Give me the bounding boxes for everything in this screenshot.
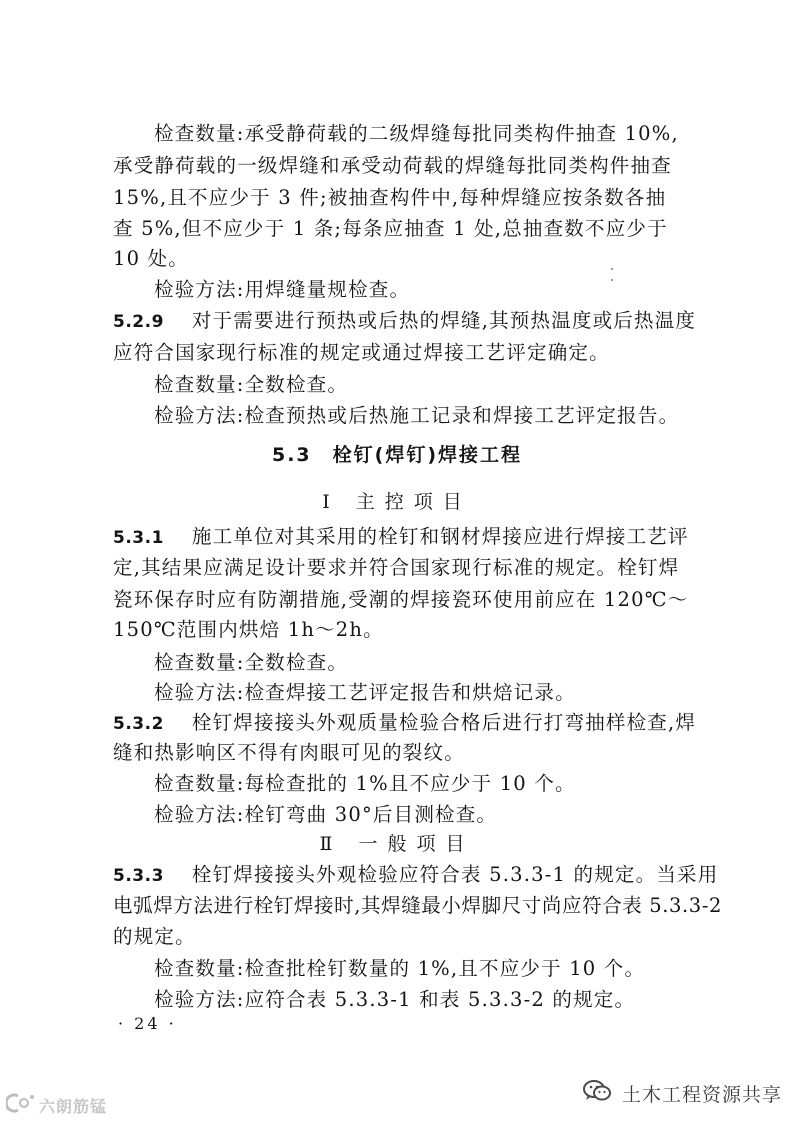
clause-line	[113, 862, 718, 889]
text-line: 检验方法:检查焊接工艺评定报告和烘焙记录。	[154, 681, 576, 704]
clause-number: 5.3.1	[113, 528, 164, 548]
clause-line	[113, 710, 696, 737]
clause-text: 对于需要进行预热或后热的焊缝,其预热温度或后热温度	[191, 309, 697, 332]
text-line: 瓷环保存时应有防潮措施,受潮的焊接瓷环使用前应在 120℃～	[113, 588, 689, 611]
text-line: 的规定。	[113, 925, 196, 948]
clause-number: 5.3.2	[113, 714, 164, 734]
text-line: 检查数量:全数检查。	[154, 373, 349, 396]
text-line: 电弧焊方法进行栓钉焊接时,其焊缝最小焊脚尺寸尚应符合表 5.3.3-2	[113, 894, 723, 917]
clause-line	[113, 308, 696, 335]
clause-text: 施工单位对其采用的栓钉和钢材焊接应进行焊接工艺评	[191, 525, 689, 548]
clause-number: 5.3.3	[113, 866, 164, 886]
text-line: 查 5%,但不应少于 1 条;每条应抽查 1 处,总抽查数不应少于	[113, 217, 668, 240]
subheading-general-items: Ⅱ 一般项目	[319, 833, 475, 855]
text-line: 检查数量:承受静荷载的二级焊缝每批同类构件抽查 10%,	[154, 122, 679, 145]
page-number: · 24 ·	[118, 1014, 177, 1033]
section-heading: 5.3 栓钉(焊钉)焊接工程	[271, 444, 523, 466]
text-line: 检验方法:栓钉弯曲 30°后目测检查。	[154, 803, 498, 826]
watermark-left-label: 六朗筋锰	[39, 1096, 108, 1116]
text-line: 检查数量:每检查批的 1%且不应少于 10 个。	[154, 772, 576, 795]
text-line: 定,其结果应满足设计要求并符合国家现行标准的规定。栓钉焊	[113, 556, 680, 579]
camera-c-icon	[6, 1092, 36, 1118]
text-line: 150℃范围内烘焙 1h～2h。	[113, 618, 384, 641]
watermark-right-label: 土木工程资源共享	[622, 1083, 783, 1106]
text-line: 10 处。	[113, 247, 190, 270]
text-line: 检查数量:检查批栓钉数量的 1%,且不应少于 10 个。	[154, 957, 646, 980]
wechat-icon	[582, 1078, 612, 1108]
clause-number: 5.2.9	[113, 312, 164, 332]
text-line: 缝和热影响区不得有肉眼可见的裂纹。	[113, 741, 465, 764]
text-line: 检查数量:全数检查。	[154, 651, 349, 674]
watermark-left	[6, 1092, 107, 1118]
scan-speck	[611, 268, 613, 270]
text-line: 承受静荷载的一级焊缝和承受动荷载的焊缝每批同类构件抽查	[113, 154, 672, 177]
subheading-main-items: Ⅰ 主控项目	[322, 491, 472, 513]
text-line: 检验方法:检查预热或后热施工记录和焊接工艺评定报告。	[154, 404, 680, 427]
clause-text: 栓钉焊接接头外观质量检验合格后进行打弯抽样检查,焊	[191, 711, 697, 734]
clause-text: 栓钉焊接接头外观检验应符合表 5.3.3-1 的规定。当采用	[191, 863, 719, 886]
text-line: 应符合国家现行标准的规定或通过焊接工艺评定确定。	[113, 341, 610, 364]
clause-line	[113, 524, 689, 551]
scan-speck	[611, 279, 613, 281]
text-line: 15%,且不应少于 3 件;被抽查构件中,每种焊缝应按条数各抽	[113, 186, 667, 209]
watermark-right	[582, 1073, 782, 1113]
text-line: 检验方法:应符合表 5.3.3-1 和表 5.3.3-2 的规定。	[154, 988, 636, 1011]
text-line: 检验方法:用焊缝量规检查。	[154, 278, 411, 301]
